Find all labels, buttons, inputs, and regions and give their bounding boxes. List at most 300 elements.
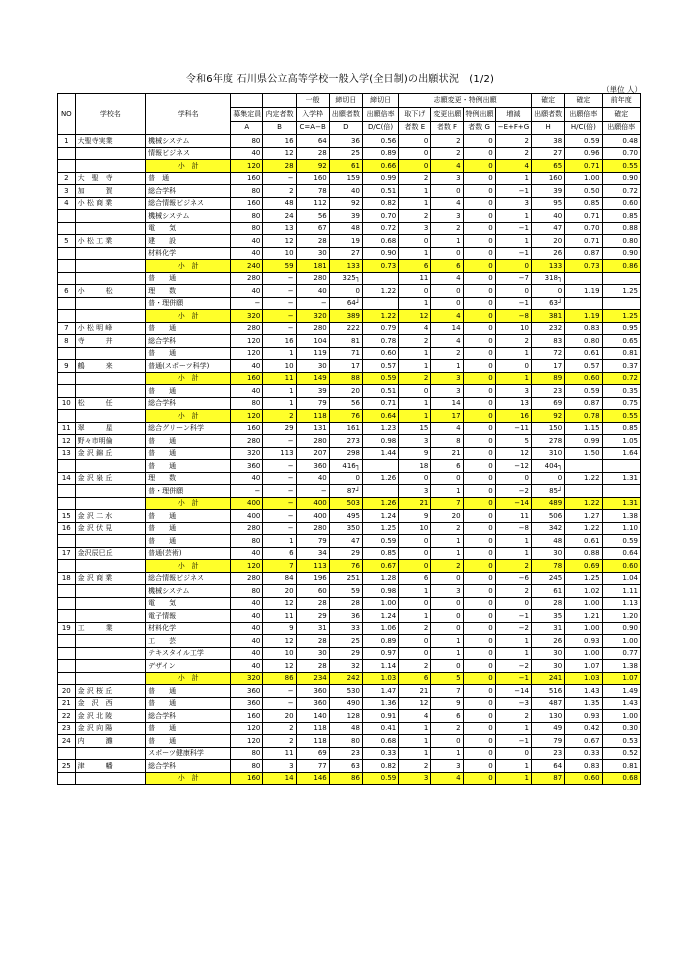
table-row xyxy=(58,460,641,473)
cell-dept: 総合グリーン科学 xyxy=(146,422,231,435)
cell-deadline-ratio: 0.33 xyxy=(362,747,398,760)
cell-general-quota: 28 xyxy=(296,235,329,248)
cell-deadline-ratio: 0.82 xyxy=(362,760,398,773)
cell-increase: −1 xyxy=(495,222,531,235)
cell-final-applicants: 69 xyxy=(532,397,565,410)
cell-changed: 9 xyxy=(431,697,463,710)
cell-naitei: 10 xyxy=(263,360,296,373)
cell-dept: 小 計 xyxy=(146,160,231,173)
cell-final-ratio: 0.85 xyxy=(565,197,602,210)
cell-deadline-applicants: 273 xyxy=(329,435,362,448)
cell-no: 16 xyxy=(58,522,76,535)
cell-special: 0 xyxy=(463,560,495,573)
cell-special: 0 xyxy=(463,485,495,498)
cell-dept: 小 計 xyxy=(146,310,231,323)
cell-changed: 4 xyxy=(431,335,463,348)
cell-deadline-applicants: 39 xyxy=(329,210,362,223)
cell-final-ratio: 1.00 xyxy=(565,622,602,635)
cell-capacity: 80 xyxy=(231,760,263,773)
table-row xyxy=(58,147,641,160)
cell-special: 0 xyxy=(463,597,495,610)
cell-school: 金 沢 西 xyxy=(75,697,146,710)
cell-dept: 普・理併願 xyxy=(146,485,231,498)
cell-deadline-applicants: 28 xyxy=(329,597,362,610)
cell-general-quota: 78 xyxy=(296,185,329,198)
cell-school: 野々市明倫 xyxy=(75,435,146,448)
cell-general-quota: 67 xyxy=(296,222,329,235)
cell-deadline-applicants: 32 xyxy=(329,660,362,673)
cell-no xyxy=(58,160,76,173)
cell-dept: 総合学科 xyxy=(146,185,231,198)
cell-prev-ratio: 0.70 xyxy=(602,147,640,160)
cell-prev-ratio: 0.86 xyxy=(602,260,640,273)
cell-deadline-ratio: 0.51 xyxy=(362,185,398,198)
cell-naitei: 2 xyxy=(263,185,296,198)
cell-increase: 0 xyxy=(495,285,531,298)
cell-school xyxy=(75,672,146,685)
cell-capacity: 40 xyxy=(231,547,263,560)
cell-final-applicants: 26 xyxy=(532,635,565,648)
cell-capacity: 360 xyxy=(231,697,263,710)
cell-deadline-ratio: 1.22 xyxy=(362,285,398,298)
cell-increase: 0 xyxy=(495,260,531,273)
cell-general-quota: 118 xyxy=(296,735,329,748)
cell-withdrawn: 2 xyxy=(399,622,431,635)
cell-no: 22 xyxy=(58,710,76,723)
cell-deadline-applicants: 17 xyxy=(329,360,362,373)
cell-dept: 総合情報ビジネス xyxy=(146,572,231,585)
cell-increase: 12 xyxy=(495,447,531,460)
cell-withdrawn: 15 xyxy=(399,422,431,435)
cell-general-quota: 118 xyxy=(296,722,329,735)
cell-changed: 0 xyxy=(431,597,463,610)
cell-increase: 10 xyxy=(495,322,531,335)
cell-general-quota: 31 xyxy=(296,622,329,635)
cell-capacity: 40 xyxy=(231,610,263,623)
cell-withdrawn: 3 xyxy=(399,435,431,448)
cell-naitei: − xyxy=(263,522,296,535)
cell-special: 0 xyxy=(463,622,495,635)
cell-withdrawn: 0 xyxy=(399,160,431,173)
cell-capacity: − xyxy=(231,485,263,498)
cell-deadline-applicants: 222 xyxy=(329,322,362,335)
cell-final-applicants: 89 xyxy=(532,372,565,385)
cell-school xyxy=(75,535,146,548)
cell-dept: 機械システム xyxy=(146,585,231,598)
cell-final-ratio: 0.59 xyxy=(565,385,602,398)
cell-deadline-ratio: 1.44 xyxy=(362,447,398,460)
cell-general-quota: 60 xyxy=(296,585,329,598)
cell-school: 加 賀 xyxy=(75,185,146,198)
cell-final-applicants: 35 xyxy=(532,610,565,623)
cell-final-ratio: 0.60 xyxy=(565,372,602,385)
cell-general-quota: 40 xyxy=(296,472,329,485)
cell-no: 14 xyxy=(58,472,76,485)
cell-changed: 3 xyxy=(431,210,463,223)
cell-school xyxy=(75,410,146,423)
cell-final-ratio: 0.59 xyxy=(565,135,602,148)
cell-changed: 8 xyxy=(431,435,463,448)
cell-no xyxy=(58,297,76,310)
cell-dept: 理 数 xyxy=(146,472,231,485)
cell-naitei: 86 xyxy=(263,672,296,685)
subtotal-row xyxy=(58,410,641,423)
cell-increase: 1 xyxy=(495,172,531,185)
cell-general-quota: 69 xyxy=(296,747,329,760)
cell-prev-ratio: 0.59 xyxy=(602,535,640,548)
cell-final-ratio: 1.00 xyxy=(565,647,602,660)
cell-dept: 普 通 xyxy=(146,685,231,698)
table-row xyxy=(58,572,641,585)
table-row xyxy=(58,522,641,535)
cell-naitei: − xyxy=(263,310,296,323)
cell-capacity: 80 xyxy=(231,535,263,548)
cell-no: 15 xyxy=(58,510,76,523)
cell-capacity: 80 xyxy=(231,185,263,198)
cell-final-applicants: 39 xyxy=(532,185,565,198)
cell-no xyxy=(58,772,76,785)
cell-deadline-applicants: 71 xyxy=(329,347,362,360)
header-deadline-ratio-1: 締切日 xyxy=(362,94,398,108)
cell-withdrawn: 1 xyxy=(399,185,431,198)
cell-deadline-ratio: 0.68 xyxy=(362,235,398,248)
table-row xyxy=(58,435,641,448)
cell-final-ratio: 1.35 xyxy=(565,697,602,710)
cell-capacity: 120 xyxy=(231,410,263,423)
cell-final-ratio: 0.93 xyxy=(565,710,602,723)
cell-prev-ratio: 0.85 xyxy=(602,422,640,435)
cell-prev-ratio: 1.13 xyxy=(602,597,640,610)
cell-final-applicants: 40 xyxy=(532,210,565,223)
subtotal-row xyxy=(58,160,641,173)
cell-school: 金 沢 錦 丘 xyxy=(75,447,146,460)
cell-final-applicants: 64 xyxy=(532,760,565,773)
cell-increase: 1 xyxy=(495,635,531,648)
cell-deadline-ratio: 0.85 xyxy=(362,547,398,560)
cell-special: 0 xyxy=(463,585,495,598)
cell-changed: 3 xyxy=(431,172,463,185)
cell-withdrawn: 0 xyxy=(399,147,431,160)
cell-naitei: − xyxy=(263,497,296,510)
cell-school xyxy=(75,660,146,673)
table-body xyxy=(58,135,641,785)
header-naitei-2: 内定者数 xyxy=(263,107,296,121)
cell-general-quota: 77 xyxy=(296,760,329,773)
cell-general-quota: 28 xyxy=(296,147,329,160)
cell-special: 0 xyxy=(463,310,495,323)
cell-naitei: 2 xyxy=(263,410,296,423)
cell-special: 0 xyxy=(463,297,495,310)
cell-school xyxy=(75,247,146,260)
cell-dept: 普・理併願 xyxy=(146,297,231,310)
cell-prev-ratio: 0.72 xyxy=(602,185,640,198)
cell-increase: −1 xyxy=(495,735,531,748)
cell-school: 大 聖 寺 xyxy=(75,172,146,185)
cell-dept: 総合学科 xyxy=(146,710,231,723)
header-withdraw-3: 者数 E xyxy=(399,121,431,135)
cell-final-ratio: 1.22 xyxy=(565,497,602,510)
cell-special: 0 xyxy=(463,472,495,485)
cell-school xyxy=(75,347,146,360)
cell-no xyxy=(58,247,76,260)
cell-dept: 総合情報ビジネス xyxy=(146,197,231,210)
table-row xyxy=(58,185,641,198)
cell-school xyxy=(75,372,146,385)
cell-final-applicants: 78 xyxy=(532,560,565,573)
cell-increase: 2 xyxy=(495,147,531,160)
cell-no xyxy=(58,647,76,660)
cell-deadline-ratio xyxy=(362,297,398,310)
cell-no: 12 xyxy=(58,435,76,448)
cell-dept: 小 計 xyxy=(146,772,231,785)
cell-naitei: 12 xyxy=(263,635,296,648)
cell-withdrawn: 9 xyxy=(399,447,431,460)
cell-general-quota: 39 xyxy=(296,385,329,398)
cell-capacity: 80 xyxy=(231,585,263,598)
cell-school xyxy=(75,485,146,498)
cell-prev-ratio: 0.30 xyxy=(602,722,640,735)
cell-deadline-applicants: 0 xyxy=(329,285,362,298)
cell-final-applicants: 487 xyxy=(532,697,565,710)
header-deadline-applicants-3: D xyxy=(329,121,362,135)
cell-final-ratio: 0.33 xyxy=(565,747,602,760)
cell-special: 0 xyxy=(463,522,495,535)
cell-no xyxy=(58,372,76,385)
header-naitei-3: B xyxy=(263,121,296,135)
cell-deadline-ratio: 1.24 xyxy=(362,610,398,623)
cell-changed: 2 xyxy=(431,347,463,360)
cell-final-applicants: 0 xyxy=(532,472,565,485)
cell-final-applicants: 160 xyxy=(532,172,565,185)
cell-dept: 普 通 xyxy=(146,385,231,398)
cell-general-quota: 30 xyxy=(296,247,329,260)
cell-naitei: − xyxy=(263,297,296,310)
header-increase-3: −E+F+G xyxy=(495,121,531,135)
cell-increase: 1 xyxy=(495,760,531,773)
cell-final-ratio: 0.93 xyxy=(565,635,602,648)
cell-withdrawn: 2 xyxy=(399,760,431,773)
cell-no xyxy=(58,610,76,623)
cell-capacity: 40 xyxy=(231,385,263,398)
cell-deadline-ratio: 0.72 xyxy=(362,222,398,235)
cell-final-applicants: 47 xyxy=(532,222,565,235)
cell-dept: 普 通 xyxy=(146,535,231,548)
cell-school: 工 業 xyxy=(75,622,146,635)
cell-dept: 普 通 xyxy=(146,322,231,335)
cell-capacity: 120 xyxy=(231,160,263,173)
cell-general-quota: 28 xyxy=(296,597,329,610)
cell-changed: 5 xyxy=(431,672,463,685)
cell-school: 小 松 xyxy=(75,285,146,298)
cell-prev-ratio xyxy=(602,460,640,473)
cell-special: 0 xyxy=(463,422,495,435)
cell-special: 0 xyxy=(463,185,495,198)
cell-prev-ratio: 0.55 xyxy=(602,410,640,423)
cell-naitei: 20 xyxy=(263,710,296,723)
cell-naitei: 11 xyxy=(263,747,296,760)
cell-final-applicants: 83 xyxy=(532,335,565,348)
cell-capacity: 40 xyxy=(231,472,263,485)
cell-capacity: 400 xyxy=(231,497,263,510)
cell-general-quota: 360 xyxy=(296,460,329,473)
cell-general-quota: 113 xyxy=(296,560,329,573)
cell-school xyxy=(75,210,146,223)
cell-capacity: 40 xyxy=(231,597,263,610)
cell-changed: 1 xyxy=(431,647,463,660)
cell-deadline-applicants: 61 xyxy=(329,160,362,173)
cell-general-quota: 146 xyxy=(296,772,329,785)
cell-no xyxy=(58,660,76,673)
cell-naitei: 29 xyxy=(263,422,296,435)
cell-increase: 16 xyxy=(495,410,531,423)
cell-naitei: 12 xyxy=(263,660,296,673)
cell-final-applicants: 92 xyxy=(532,410,565,423)
cell-capacity: 280 xyxy=(231,522,263,535)
cell-final-applicants: 31 xyxy=(532,622,565,635)
cell-increase: 1 xyxy=(495,235,531,248)
cell-school: 鶴 来 xyxy=(75,360,146,373)
cell-naitei: 12 xyxy=(263,147,296,160)
cell-special: 0 xyxy=(463,510,495,523)
cell-withdrawn: 2 xyxy=(399,210,431,223)
cell-deadline-ratio: 1.24 xyxy=(362,510,398,523)
cell-final-ratio: 0.83 xyxy=(565,760,602,773)
subtotal-row xyxy=(58,560,641,573)
cell-naitei: − xyxy=(263,272,296,285)
cell-final-ratio: 1.03 xyxy=(565,672,602,685)
cell-prev-ratio: 1.11 xyxy=(602,585,640,598)
cell-deadline-ratio: 0.89 xyxy=(362,147,398,160)
cell-deadline-applicants: 33 xyxy=(329,622,362,635)
cell-final-applicants: 0 xyxy=(532,285,565,298)
table-row xyxy=(58,622,641,635)
cell-capacity: 40 xyxy=(231,660,263,673)
cell-prev-ratio xyxy=(602,485,640,498)
cell-changed: 4 xyxy=(431,197,463,210)
cell-capacity: 280 xyxy=(231,272,263,285)
cell-changed: 3 xyxy=(431,585,463,598)
cell-final-applicants: 381 xyxy=(532,310,565,323)
cell-naitei: − xyxy=(263,685,296,698)
cell-naitei: − xyxy=(263,172,296,185)
table-row xyxy=(58,360,641,373)
cell-school: 金 沢 商 業 xyxy=(75,572,146,585)
cell-no: 8 xyxy=(58,335,76,348)
cell-naitei: 59 xyxy=(263,260,296,273)
cell-school xyxy=(75,160,146,173)
cell-school: 松 任 xyxy=(75,397,146,410)
cell-special: 0 xyxy=(463,260,495,273)
cell-final-ratio: 0.42 xyxy=(565,722,602,735)
cell-naitei: − xyxy=(263,485,296,498)
cell-final-applicants: 150 xyxy=(532,422,565,435)
cell-deadline-applicants: 19 xyxy=(329,235,362,248)
cell-dept: 総合学科 xyxy=(146,335,231,348)
cell-prev-ratio: 1.49 xyxy=(602,685,640,698)
cell-special: 0 xyxy=(463,172,495,185)
table-row xyxy=(58,322,641,335)
cell-final-ratio: 0.78 xyxy=(565,410,602,423)
cell-final-applicants: 342 xyxy=(532,522,565,535)
cell-final-applicants: 30 xyxy=(532,647,565,660)
cell-increase: 1 xyxy=(495,347,531,360)
cell-prev-ratio: 1.00 xyxy=(602,710,640,723)
cell-special: 0 xyxy=(463,210,495,223)
cell-final-ratio: 1.19 xyxy=(565,310,602,323)
cell-withdrawn: 0 xyxy=(399,647,431,660)
cell-special: 0 xyxy=(463,735,495,748)
cell-deadline-ratio: 0.59 xyxy=(362,772,398,785)
cell-deadline-ratio: 1.36 xyxy=(362,697,398,710)
cell-changed: 0 xyxy=(431,297,463,310)
cell-final-applicants: 133 xyxy=(532,260,565,273)
cell-increase: 2 xyxy=(495,135,531,148)
cell-capacity: 360 xyxy=(231,685,263,698)
cell-prev-ratio: 1.00 xyxy=(602,635,640,648)
cell-no xyxy=(58,597,76,610)
cell-final-applicants: 20 xyxy=(532,235,565,248)
cell-general-quota: 79 xyxy=(296,535,329,548)
cell-withdrawn: 0 xyxy=(399,235,431,248)
cell-withdrawn: 18 xyxy=(399,460,431,473)
header-final-ratio-1: 確定 xyxy=(565,94,602,108)
cell-final-ratio: 0.71 xyxy=(565,235,602,248)
table-row xyxy=(58,547,641,560)
cell-final-ratio: 0.69 xyxy=(565,560,602,573)
cell-dept: 普 通 xyxy=(146,735,231,748)
cell-special: 0 xyxy=(463,647,495,660)
cell-special: 0 xyxy=(463,272,495,285)
cell-withdrawn: 1 xyxy=(399,397,431,410)
cell-school: 小 松 商 業 xyxy=(75,197,146,210)
cell-no: 2 xyxy=(58,172,76,185)
cell-school: 金 沢 伏 見 xyxy=(75,522,146,535)
cell-special: 0 xyxy=(463,322,495,335)
cell-final-applicants: 23 xyxy=(532,385,565,398)
cell-final-ratio: 0.88 xyxy=(565,547,602,560)
cell-changed: 1 xyxy=(431,635,463,648)
cell-no xyxy=(58,485,76,498)
cell-final-applicants: 30 xyxy=(532,660,565,673)
cell-changed: 17 xyxy=(431,410,463,423)
application-status-table-wrapper xyxy=(57,93,641,785)
cell-deadline-ratio: 0.89 xyxy=(362,635,398,648)
cell-special: 0 xyxy=(463,535,495,548)
cell-general-quota: 29 xyxy=(296,610,329,623)
cell-changed: 3 xyxy=(431,385,463,398)
cell-capacity: 280 xyxy=(231,572,263,585)
cell-no xyxy=(58,347,76,360)
cell-dept: 電 気 xyxy=(146,597,231,610)
cell-capacity: 160 xyxy=(231,422,263,435)
cell-prev-ratio: 0.81 xyxy=(602,347,640,360)
cell-naitei: 7 xyxy=(263,560,296,573)
cell-prev-ratio: 0.80 xyxy=(602,235,640,248)
cell-final-ratio: 0.61 xyxy=(565,535,602,548)
cell-capacity: 80 xyxy=(231,747,263,760)
cell-deadline-ratio: 0.51 xyxy=(362,385,398,398)
table-row xyxy=(58,297,641,310)
cell-capacity: 280 xyxy=(231,322,263,335)
table-row xyxy=(58,697,641,710)
header-no: NO xyxy=(58,94,76,135)
table-row xyxy=(58,685,641,698)
cell-deadline-ratio: 0.68 xyxy=(362,735,398,748)
cell-prev-ratio: 0.35 xyxy=(602,385,640,398)
cell-no: 11 xyxy=(58,422,76,435)
cell-capacity: − xyxy=(231,297,263,310)
cell-withdrawn: 0 xyxy=(399,635,431,648)
